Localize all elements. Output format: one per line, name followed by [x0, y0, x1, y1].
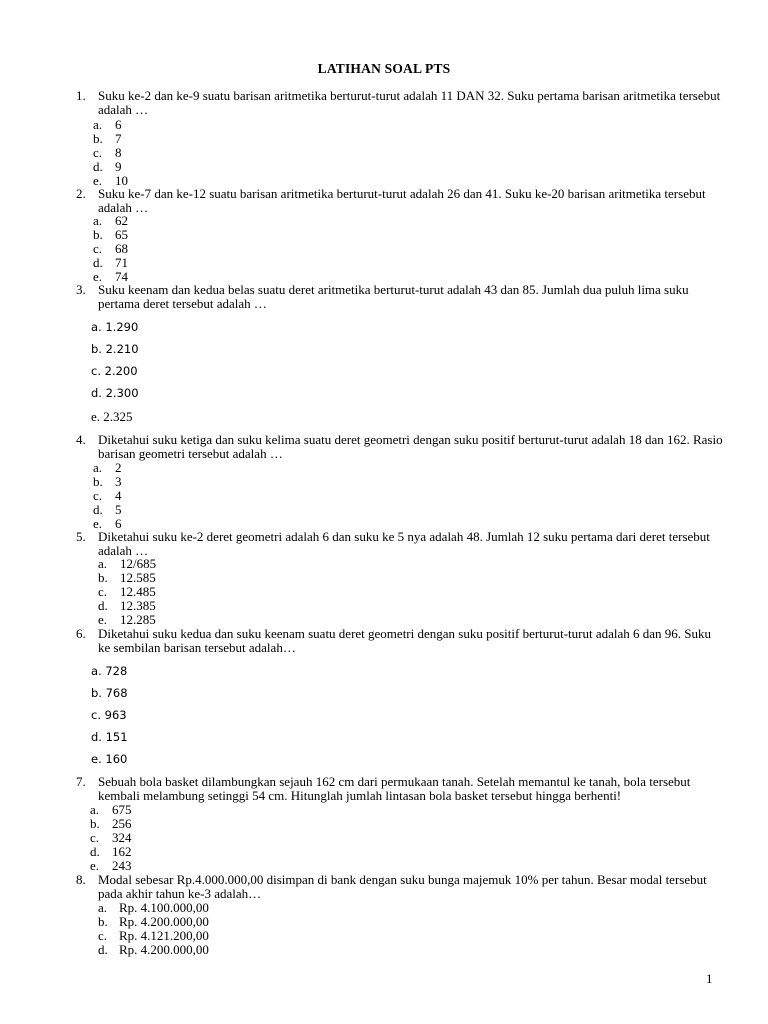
option: c. 2.200	[91, 364, 138, 378]
option-value: Rp. 4.121.200,00	[119, 928, 209, 943]
option-letter: c.	[98, 928, 108, 943]
option-value: 243	[112, 858, 132, 873]
option-letter: e.	[93, 269, 103, 284]
question-number: 3.	[76, 282, 86, 297]
option-letter: a.	[98, 900, 108, 915]
option: a. 1.290	[91, 320, 139, 334]
option-letter: d.	[93, 159, 103, 174]
option-value: 3	[115, 474, 122, 489]
option-value: 65	[115, 227, 128, 242]
question-text: Suku ke-7 dan ke-12 suatu barisan aritmetika berturut-turut adalah 26 dan 41. Suku ke-20 barisan aritmetika tersebut adalah …	[98, 186, 706, 215]
option-letter: a.	[98, 556, 108, 571]
question-text: Suku ke-2 dan ke-9 suatu barisan aritmetika berturut-turut adalah 11 DAN 32. Suku pertama barisan aritmetika tersebut adalah …	[98, 88, 721, 117]
option-value: 12.285	[120, 612, 156, 627]
question-text: Diketahui suku ke-2 deret geometri adalah 6 dan suku ke 5 nya adalah 48. Jumlah 12 suku pertama dari deret tersebut adalah …	[98, 529, 710, 558]
option-value: 12.485	[120, 584, 156, 599]
option-value: Rp. 4.200.000,00	[119, 942, 209, 957]
option-value: 7	[115, 131, 122, 146]
option-value: 324	[112, 830, 132, 845]
option: b. 768	[91, 686, 128, 700]
question-text: Sebuah bola basket dilambungkan sejauh 162 cm dari permukaan tanah. Setelah memantul ke tanah, bola tersebut kembali melambung setinggi 54 cm. Hitunglah jumlah lintasan bola basket tersebut hingga berhenti!	[98, 774, 691, 803]
question-number: 5.	[76, 529, 86, 544]
option: d. 2.300	[91, 386, 139, 400]
option-value: 12.585	[120, 570, 156, 585]
option-value: Rp. 4.200.000,00	[119, 914, 209, 929]
option: a. 728	[91, 664, 128, 678]
option-letter: e.	[93, 516, 103, 531]
option-letter: a.	[93, 213, 103, 228]
option-letter: c.	[98, 584, 108, 599]
option-letter: e.	[90, 858, 100, 873]
option-value: 6	[115, 516, 122, 531]
option-value: 4	[115, 488, 122, 503]
option-letter: c.	[93, 241, 103, 256]
option-value: 6	[115, 117, 122, 132]
option-letter: b.	[98, 570, 108, 585]
option-letter: d.	[98, 942, 108, 957]
option-value: 12/685	[120, 556, 157, 571]
option-value: 8	[115, 145, 122, 160]
option-letter: a.	[93, 460, 103, 475]
option-letter: b.	[98, 914, 108, 929]
page-title: LATIHAN SOAL PTS	[317, 61, 451, 76]
question-text: Diketahui suku kedua dan suku keenam suatu deret geometri dengan suku positif berturut-turut adalah 6 dan 96. Suku ke sembilan barisan tersebut adalah…	[98, 626, 712, 655]
question-number: 7.	[76, 774, 86, 789]
question-text: Modal sebesar Rp.4.000.000,00 disimpan di bank dengan suku bunga majemuk 10% per tahun. Besar modal tersebut pada akhir tahun ke-3 adalah…	[98, 872, 707, 901]
question-number: 4.	[76, 432, 86, 447]
question-text: Diketahui suku ketiga dan suku kelima suatu deret geometri dengan suku positif berturut-turut adalah 18 dan 162. Rasio barisan geometri tersebut adalah …	[98, 432, 723, 461]
option-letter: d.	[90, 844, 100, 859]
option-letter: e.	[93, 173, 103, 188]
option: b. 2.210	[91, 342, 139, 356]
option-letter: d.	[98, 598, 108, 613]
option-value: 162	[112, 844, 132, 859]
option-letter: c.	[90, 830, 100, 845]
option-value: 62	[115, 213, 128, 228]
option-value: 12.385	[120, 598, 156, 613]
question-number: 1.	[76, 88, 86, 103]
option-letter: a.	[90, 802, 100, 817]
option: d. 151	[91, 730, 128, 744]
option-value: 5	[115, 502, 122, 517]
option-letter: e.	[98, 612, 108, 627]
option-value: 9	[115, 159, 122, 174]
question-number: 8.	[76, 872, 86, 887]
option-letter: d.	[93, 255, 103, 270]
option-letter: c.	[93, 488, 103, 503]
option-value: 256	[112, 816, 132, 831]
option-letter: d.	[93, 502, 103, 517]
option-letter: c.	[93, 145, 103, 160]
option: e. 2.325	[91, 409, 133, 424]
option-letter: b.	[93, 131, 103, 146]
option-value: 71	[115, 255, 128, 270]
option-letter: b.	[90, 816, 100, 831]
question-text: Suku keenam dan kedua belas suatu deret aritmetika berturut-turut adalah 43 dan 85. Jumlah dua puluh lima suku pertama deret tersebut adalah …	[98, 282, 689, 311]
option-value: 10	[115, 173, 128, 188]
option-letter: a.	[93, 117, 103, 132]
option-value: 675	[112, 802, 132, 817]
option-value: 68	[115, 241, 128, 256]
option: c. 963	[91, 708, 127, 722]
page-number: 1	[706, 971, 713, 986]
option-value: 74	[115, 269, 128, 284]
option-letter: b.	[93, 474, 103, 489]
option-value: 2	[115, 460, 122, 475]
question-number: 6.	[76, 626, 86, 641]
option-letter: b.	[93, 227, 103, 242]
option-value: Rp. 4.100.000,00	[119, 900, 209, 915]
question-number: 2.	[76, 186, 86, 201]
option: e. 160	[91, 752, 128, 766]
